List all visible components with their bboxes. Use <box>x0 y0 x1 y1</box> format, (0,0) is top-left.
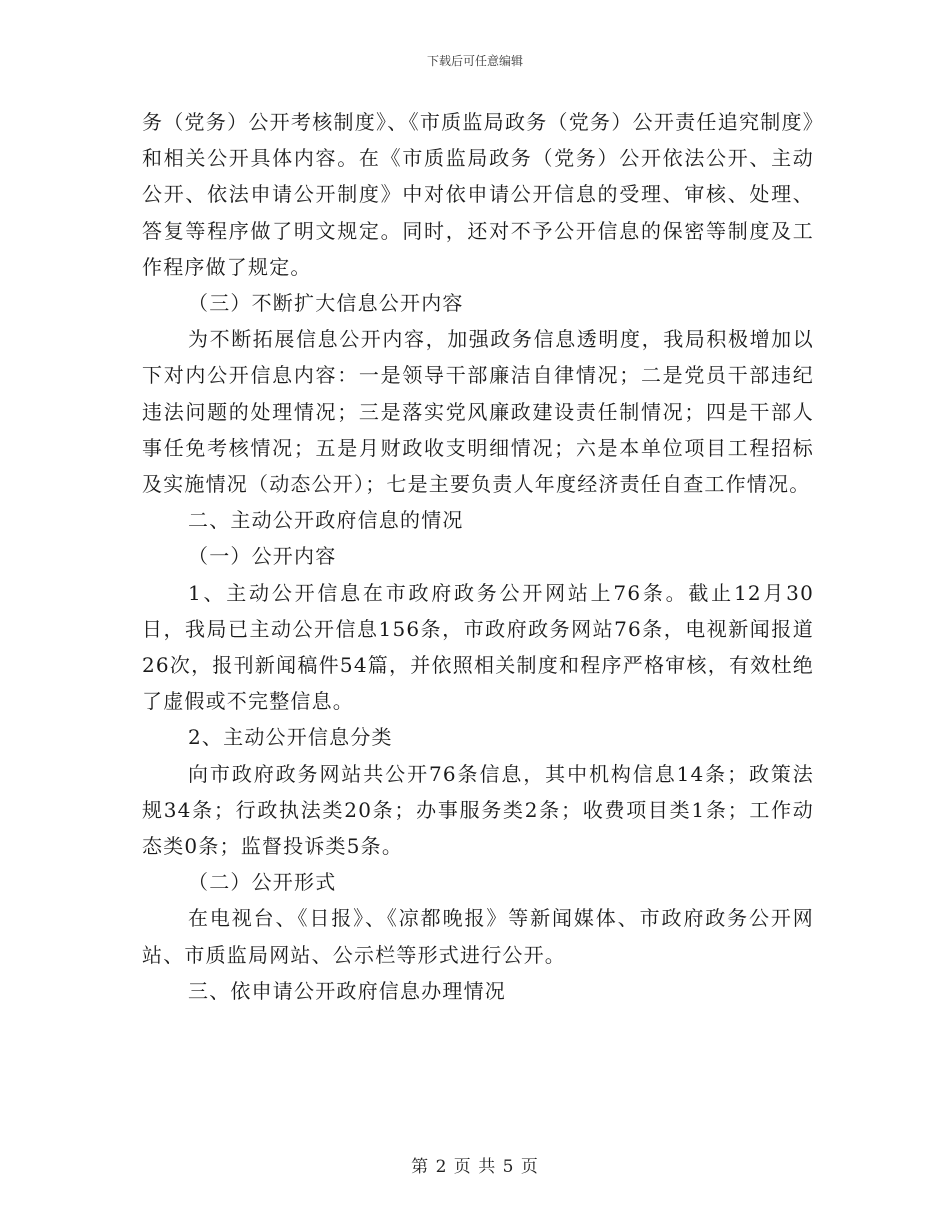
paragraph-3: 为不断拓展信息公开内容，加强政务信息透明度，我局积极增加以下对内公开信息内容：一是领导干部廉洁自律情况；二是党员干部违纪违法问题的处理情况；三是落实党风廉政建设责任制情况；四是干部人事任免考核情况；五是月财政收支明细情况；六是本单位项目工程招标及实施情况（动态公开）；七是主要负责人年度经济责任自查工作情况。 <box>142 327 814 497</box>
paragraph-8: 向市政府政务网站共公开76条信息，其中机构信息14条；政策法规34条；行政执法类20条；办事服务类2条；收费项目类1条；工作动态类0条；监督投诉类5条。 <box>142 761 814 859</box>
section-heading-1: （一）公开内容 <box>188 544 337 569</box>
item-heading-2: 2、主动公开信息分类 <box>188 725 393 750</box>
chapter-heading-2: 二、主动公开政府信息的情况 <box>188 508 464 533</box>
paragraph-6: 1、主动公开信息在市政府政务公开网站上76条。截止12月30日，我局已主动公开信息156条，市政府政务网站76条，电视新闻报道26次，报刊新闻稿件54篇，并依照相关制度和程序严格审核，有效杜绝了虚假或不完整信息。 <box>142 580 814 714</box>
page-header: 下载后可任意编辑 <box>426 54 523 68</box>
section-heading-3: （三）不断扩大信息公开内容 <box>188 291 464 316</box>
document-body <box>142 104 814 1009</box>
paragraph-10: 在电视台、《日报》、《凉都晚报》等新闻媒体、市政府政务公开网站、市质监局网站、公示栏等形式进行公开。 <box>142 906 814 967</box>
paragraph-1: 务（党务）公开考核制度》、《市质监局政务（党务）公开责任追究制度》和相关公开具体内容。在《市质监局政务（党务）公开依法公开、主动公开、依法申请公开制度》中对依申请公开信息的受理、审核、处理、答复等程序做了明文规定。同时，还对不予公开信息的保密等制度及工作程序做了规定。 <box>142 110 814 279</box>
section-heading-2: （二）公开形式 <box>188 870 337 895</box>
page-number-footer: 第 2 页 共 5 页 <box>411 1157 539 1177</box>
chapter-heading-3: 三、依申请公开政府信息办理情况 <box>188 978 506 1003</box>
